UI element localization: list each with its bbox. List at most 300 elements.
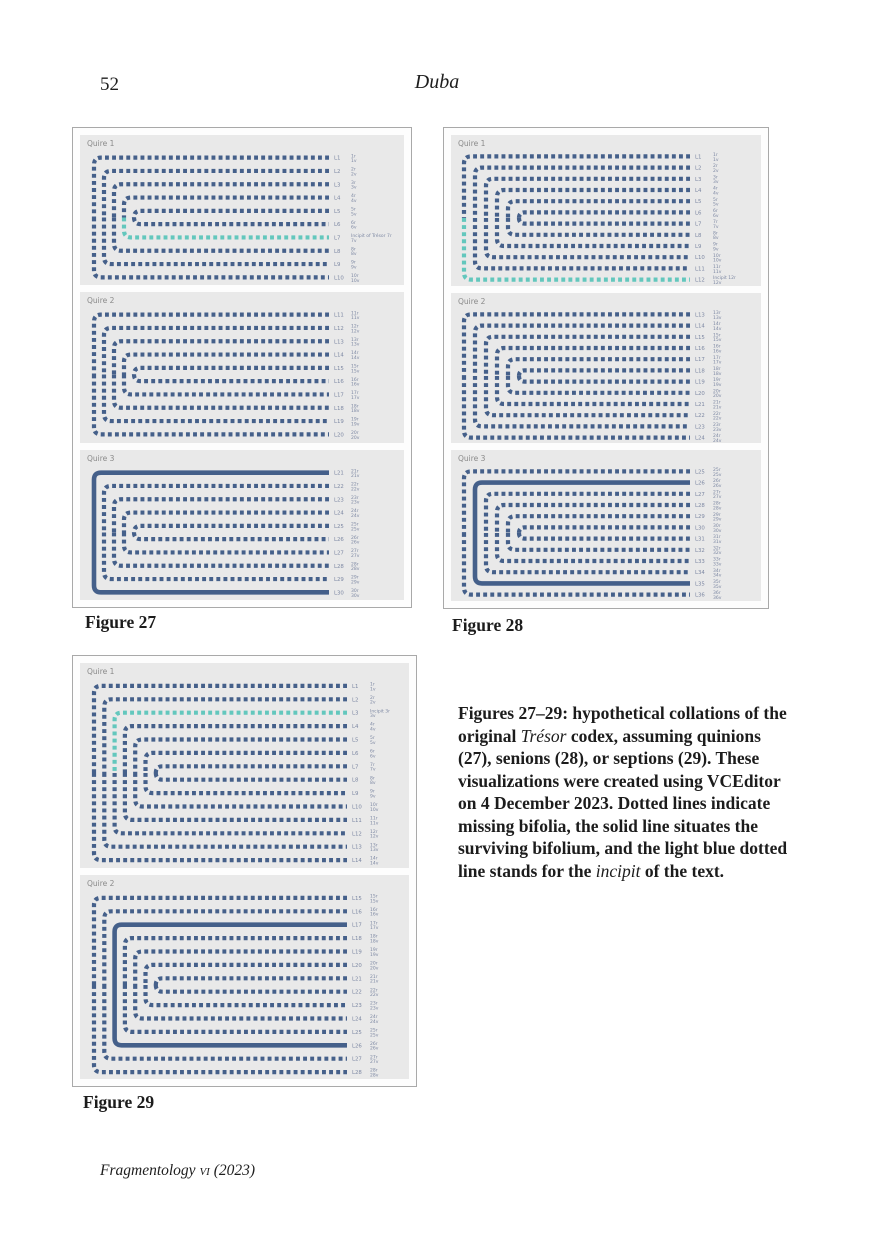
leaf-label: L32 xyxy=(695,548,705,555)
folio-recto-label: 3r xyxy=(351,180,356,186)
folio-verso-label: 29v xyxy=(351,580,360,586)
folio-verso-label: 1v xyxy=(351,159,357,165)
missing-leaf-line xyxy=(156,773,347,780)
folio-recto-label: 18r xyxy=(713,366,721,372)
missing-leaf-line xyxy=(519,212,690,218)
missing-leaf-line xyxy=(104,985,347,1059)
folio-verso-label: 13v xyxy=(713,315,722,321)
leaf-label: L16 xyxy=(352,908,362,915)
folio-recto-label: 18r xyxy=(370,934,378,940)
folio-verso-label: 23v xyxy=(351,500,360,506)
quire-diagram-svg xyxy=(451,149,761,286)
folio-recto-label: 23r xyxy=(351,495,359,501)
folio-recto-label: 1r xyxy=(351,154,356,160)
leaf-label: L18 xyxy=(695,368,705,375)
leaf-label: L27 xyxy=(352,1056,362,1063)
quire-panel xyxy=(80,292,404,442)
missing-leaf-line xyxy=(508,218,690,235)
missing-leaf-line xyxy=(519,376,690,382)
folio-verso-label: 21v xyxy=(713,405,722,411)
folio-verso-label: 27v xyxy=(351,553,360,559)
incipit-folio-label: Incipit of Trésor 7r xyxy=(351,234,392,240)
missing-leaf-line xyxy=(124,355,329,375)
folio-verso-label: 35v xyxy=(713,585,722,591)
folio-verso-label: 24v xyxy=(351,513,360,519)
folio-verso-label: 23v xyxy=(713,427,722,433)
folio-verso-label: 9v xyxy=(351,265,357,271)
folio-verso-label: 30v xyxy=(351,593,360,599)
missing-leaf-line xyxy=(156,985,347,992)
leaf-label: L34 xyxy=(695,570,705,577)
figure-28-caption: Figure 28 xyxy=(452,615,524,635)
quire-title: Quire 1 xyxy=(87,667,115,676)
folio-verso-label: 18v xyxy=(351,409,360,415)
leaf-label: L10 xyxy=(334,275,344,282)
folio-verso-label: 30v xyxy=(713,529,722,535)
folio-recto-label: 15r xyxy=(370,894,378,899)
missing-leaf-line xyxy=(134,526,329,533)
leaf-label: L8 xyxy=(352,777,359,784)
missing-leaf-line xyxy=(519,218,690,224)
folio-recto-label: 23r xyxy=(370,1001,378,1007)
folio-recto-label: 9r xyxy=(370,789,375,795)
quire-diagram-svg xyxy=(80,149,404,285)
leaf-label: L3 xyxy=(695,176,702,183)
folio-recto-label: 22r xyxy=(351,482,359,488)
quire-title: Quire 1 xyxy=(458,139,486,148)
folio-recto-label: 17r xyxy=(370,920,378,926)
missing-leaf-line xyxy=(146,985,348,1005)
leaf-label: L28 xyxy=(695,503,705,510)
missing-leaf-line xyxy=(134,368,329,375)
folio-recto-label: 21r xyxy=(713,400,721,406)
folio-verso-label: 8v xyxy=(713,236,719,242)
missing-leaf-line xyxy=(134,375,329,382)
quire-diagram-svg xyxy=(80,464,404,600)
folio-verso-label: 26v xyxy=(713,484,722,490)
surviving-bifolium-line xyxy=(115,985,347,1045)
folio-recto-label: 20r xyxy=(370,961,378,966)
folio-verso-label: 29v xyxy=(713,517,722,523)
missing-leaf-line xyxy=(508,201,690,218)
folio-verso-label: 9v xyxy=(370,794,376,800)
leaf-label: L11 xyxy=(695,266,705,273)
missing-leaf-line xyxy=(124,532,329,552)
folio-verso-label: 26v xyxy=(351,540,360,546)
folio-recto-label: 18r xyxy=(351,404,359,410)
folio-recto-label: 24r xyxy=(370,1014,378,1020)
folio-recto-label: 16r xyxy=(370,907,378,913)
missing-leaf-line xyxy=(104,171,329,218)
folio-verso-label: 4v xyxy=(351,198,357,204)
page-number: 52 xyxy=(100,74,119,95)
folio-verso-label: 2v xyxy=(713,169,719,174)
missing-leaf-line xyxy=(104,773,347,847)
journal-footer xyxy=(100,1162,255,1180)
folio-verso-label: 3v xyxy=(351,185,357,191)
surviving-bifolium-line xyxy=(94,472,329,532)
folio-recto-label: 2r xyxy=(351,167,356,173)
folio-verso-label: 27v xyxy=(370,1059,379,1065)
missing-leaf-line xyxy=(94,218,329,278)
folio-verso-label: 8v xyxy=(370,781,376,787)
leaf-label: L33 xyxy=(695,559,705,566)
folio-recto-label: 17r xyxy=(351,391,359,397)
folio-recto-label: 27r xyxy=(713,490,721,496)
caption-segment: codex, assuming quinions (27), senions (28), or septions (29). These visualizations were created using VCEditor on 4 December 2023. Dotted lines indicate missing bifolia, the solid line situates the surviving bifolium, and the light blue dotted line stands for the xyxy=(458,725,788,881)
folio-verso-label: 16v xyxy=(370,912,379,918)
folio-verso-label: 31v xyxy=(713,540,722,546)
quire-title: Quire 1 xyxy=(87,139,115,148)
folio-recto-label: 16r xyxy=(713,344,721,350)
folio-verso-label: 36v xyxy=(713,596,722,602)
folio-verso-label: 13v xyxy=(351,342,360,348)
leaf-label: L5 xyxy=(695,199,702,206)
leaf-label: L1 xyxy=(695,154,702,161)
folio-recto-label: 32r xyxy=(713,546,721,552)
leaf-label: L20 xyxy=(695,390,705,397)
footer-year: (2023) xyxy=(209,1162,256,1179)
folio-verso-label: 17v xyxy=(370,925,379,931)
leaf-label: L2 xyxy=(695,165,702,172)
caption-segment: incipit xyxy=(595,860,641,881)
missing-leaf-line xyxy=(134,211,329,218)
leaf-label: L14 xyxy=(695,323,705,330)
quire-panel xyxy=(80,663,409,868)
leaf-label: L22 xyxy=(695,412,705,419)
folio-recto-label: 6r xyxy=(370,749,375,755)
folio-recto-label: 14r xyxy=(370,856,378,862)
leaf-label: L13 xyxy=(334,339,344,346)
leaf-label: L13 xyxy=(352,844,362,851)
figures-caption-text xyxy=(458,702,792,882)
leaf-label: L19 xyxy=(334,419,344,426)
folio-recto-label: 36r xyxy=(713,591,721,597)
folio-verso-label: 5v xyxy=(351,212,357,218)
folio-recto-label: 9r xyxy=(713,242,718,248)
folio-verso-label: 7v xyxy=(370,767,376,773)
folio-recto-label: 28r xyxy=(351,562,359,568)
folio-verso-label: 32v xyxy=(713,551,722,557)
folio-verso-label: 20v xyxy=(713,393,722,399)
missing-leaf-line xyxy=(104,911,347,985)
folio-verso-label: 9v xyxy=(713,247,719,253)
quire-panel xyxy=(451,135,761,286)
folio-recto-label: 15r xyxy=(351,364,359,370)
leaf-label: L30 xyxy=(695,525,705,532)
folio-recto-label: 12r xyxy=(351,324,359,330)
leaf-label: L7 xyxy=(334,235,341,242)
missing-leaf-line xyxy=(134,218,329,225)
folio-recto-label: 28r xyxy=(713,501,721,507)
folio-verso-label: 19v xyxy=(351,422,360,428)
missing-leaf-line xyxy=(134,532,329,539)
folio-verso-label: 12v xyxy=(370,834,379,840)
folio-recto-label: 27r xyxy=(370,1054,378,1060)
quire-title: Quire 2 xyxy=(458,296,486,306)
leaf-label: L27 xyxy=(334,550,344,557)
folio-verso-label: 11v xyxy=(370,821,379,827)
folio-recto-label: 9r xyxy=(351,260,356,266)
missing-leaf-line xyxy=(104,699,347,773)
folio-verso-label: 22v xyxy=(351,487,360,493)
folio-verso-label: 17v xyxy=(713,360,722,366)
folio-recto-label: 23r xyxy=(713,422,721,428)
folio-recto-label: 35r xyxy=(713,580,721,586)
leaf-label: L11 xyxy=(352,817,362,824)
folio-recto-label: 15r xyxy=(713,333,721,339)
folio-recto-label: 6r xyxy=(351,220,356,226)
folio-recto-label: 22r xyxy=(713,411,721,417)
folio-verso-label: 11v xyxy=(713,269,722,275)
folio-verso-label: 28v xyxy=(351,566,360,572)
folio-recto-label: 8r xyxy=(351,247,356,253)
leaf-label: L23 xyxy=(352,1002,362,1009)
leaf-label: L20 xyxy=(334,432,344,439)
folio-recto-label: 22r xyxy=(370,987,378,993)
leaf-label: L6 xyxy=(334,222,341,229)
folio-recto-label: 19r xyxy=(370,947,378,953)
leaf-label: L24 xyxy=(334,510,344,517)
folio-verso-label: 18v xyxy=(370,939,379,944)
quire-diagram-svg xyxy=(80,677,409,868)
leaf-label: L7 xyxy=(352,764,359,771)
footer-journal-name: Fragmentology xyxy=(100,1162,200,1179)
folio-verso-label: 2v xyxy=(370,700,376,706)
folio-recto-label: 7r xyxy=(370,762,375,768)
folio-verso-label: 20v xyxy=(370,965,379,971)
folio-verso-label: 12v xyxy=(713,281,722,286)
folio-verso-label: 8v xyxy=(351,252,357,258)
folio-recto-label: 24r xyxy=(351,508,359,514)
folio-recto-label: 19r xyxy=(713,377,721,383)
folio-verso-label: 1v xyxy=(370,687,376,693)
folio-verso-label: 15v xyxy=(351,369,360,375)
folio-recto-label: 30r xyxy=(351,588,359,594)
folio-recto-label: 30r xyxy=(713,524,721,530)
folio-recto-label: 4r xyxy=(351,194,356,200)
leaf-label: L3 xyxy=(352,710,359,717)
folio-recto-label: 25r xyxy=(370,1028,378,1033)
leaf-label: L36 xyxy=(695,592,705,599)
leaf-label: L8 xyxy=(695,232,702,239)
folio-verso-label: 21v xyxy=(351,473,360,479)
folio-verso-label: 14v xyxy=(351,356,360,362)
missing-leaf-line xyxy=(125,985,347,1032)
folio-recto-label: 11r xyxy=(370,816,378,822)
folio-verso-label: 19v xyxy=(713,382,722,388)
surviving-bifolium-line xyxy=(115,924,347,984)
leaf-label: L25 xyxy=(352,1029,362,1036)
folio-recto-label: 33r xyxy=(713,557,721,563)
folio-verso-label: 6v xyxy=(370,754,376,760)
folio-verso-label: 7v xyxy=(713,225,719,230)
surviving-bifolium-line xyxy=(94,532,329,592)
folio-verso-label: 12v xyxy=(351,329,360,335)
folio-verso-label: 26v xyxy=(370,1046,379,1052)
folio-recto-label: 16r xyxy=(351,378,359,384)
leaf-label: L14 xyxy=(352,858,362,865)
folio-recto-label: 28r xyxy=(370,1068,378,1074)
folio-verso-label: 1v xyxy=(713,157,719,163)
quire-title: Quire 2 xyxy=(87,296,115,306)
folio-recto-label: 25r xyxy=(713,468,721,474)
folio-recto-label: 34r xyxy=(713,569,721,575)
folio-recto-label: 5r xyxy=(351,207,356,213)
leaf-label: L28 xyxy=(352,1069,362,1076)
missing-leaf-line xyxy=(508,533,690,550)
folio-verso-label: 10v xyxy=(370,807,379,813)
folio-recto-label: 4r xyxy=(370,722,375,728)
leaf-label: L26 xyxy=(352,1042,362,1049)
folio-verso-label: 34v xyxy=(713,573,722,579)
leaf-label: L26 xyxy=(334,536,344,543)
folio-recto-label: 6r xyxy=(713,209,718,214)
folio-verso-label: 13v xyxy=(370,848,379,854)
folio-verso-label: 23v xyxy=(370,1006,379,1011)
missing-leaf-line xyxy=(125,773,347,820)
missing-leaf-line xyxy=(104,328,329,375)
caption-segment: Trésor xyxy=(520,725,567,746)
caption-segment: of the text. xyxy=(640,860,725,881)
folio-recto-label: 5r xyxy=(370,736,375,742)
leaf-label: L13 xyxy=(695,312,705,319)
missing-leaf-line xyxy=(124,198,329,218)
folio-verso-label: 28v xyxy=(370,1073,379,1078)
leaf-label: L21 xyxy=(352,975,362,982)
leaf-label: L18 xyxy=(334,406,344,413)
leaf-label: L3 xyxy=(334,182,341,189)
leaf-label: L6 xyxy=(352,750,359,757)
leaf-label: L14 xyxy=(334,352,344,359)
folio-recto-label: 14r xyxy=(713,321,721,327)
running-head: Duba xyxy=(414,71,460,93)
folio-verso-label: 28v xyxy=(713,506,722,512)
folio-recto-label: 3r xyxy=(713,175,718,181)
folio-verso-label: 16v xyxy=(713,349,722,355)
leaf-label: L17 xyxy=(334,392,344,399)
folio-verso-label: 10v xyxy=(713,258,722,264)
folio-recto-label: 5r xyxy=(713,197,718,203)
leaf-label: L4 xyxy=(352,724,359,731)
missing-leaf-line xyxy=(156,766,347,773)
folio-recto-label: 26r xyxy=(713,479,721,485)
folio-verso-label: 14v xyxy=(713,326,722,332)
leaf-label: L17 xyxy=(352,922,362,929)
quire-panel xyxy=(451,450,761,601)
folio-recto-label: 29r xyxy=(713,513,721,519)
quire-title: Quire 3 xyxy=(87,453,115,463)
caption-segment: Figures 27–29: hypothetical collations of the original xyxy=(458,703,787,746)
folio-recto-label: 24r xyxy=(713,433,721,439)
missing-leaf-line xyxy=(508,359,690,376)
folio-verso-label: 7v xyxy=(351,238,357,244)
quire-diagram-svg xyxy=(80,889,409,1080)
folio-verso-label: 3v xyxy=(370,714,376,720)
leaf-label: L20 xyxy=(352,962,362,969)
missing-leaf-line xyxy=(519,528,690,534)
folio-recto-label: 13r xyxy=(351,338,359,344)
missing-leaf-line xyxy=(519,370,690,376)
folio-recto-label: 8r xyxy=(713,231,718,237)
leaf-label: L12 xyxy=(334,326,344,333)
folio-recto-label: 31r xyxy=(713,535,721,541)
folio-recto-label: 13r xyxy=(713,310,721,316)
leaf-label: L21 xyxy=(695,401,705,408)
folio-recto-label: 14r xyxy=(351,351,359,357)
folio-recto-label: 12r xyxy=(370,829,378,835)
quire-panel xyxy=(80,135,404,285)
footer-volume: vi xyxy=(199,1162,210,1179)
leaf-label: L24 xyxy=(695,435,705,442)
quire-diagram-svg xyxy=(451,464,761,601)
folio-verso-label: 18v xyxy=(713,371,722,377)
folio-verso-label: 4v xyxy=(370,727,376,733)
folio-verso-label: 4v xyxy=(713,191,719,197)
figure-29-caption: Figure 29 xyxy=(83,1092,155,1112)
leaf-label: L12 xyxy=(695,277,705,284)
quire-title: Quire 3 xyxy=(458,454,486,464)
leaf-label: L9 xyxy=(695,244,702,250)
folio-verso-label: 5v xyxy=(370,740,376,746)
folio-recto-label: 2r xyxy=(370,695,375,701)
missing-leaf-line xyxy=(94,375,329,435)
leaf-label: L1 xyxy=(334,155,341,162)
folio-recto-label: 25r xyxy=(351,522,359,528)
folio-recto-label: 7r xyxy=(713,220,718,226)
leaf-label: L5 xyxy=(352,737,359,744)
missing-leaf-line xyxy=(124,512,329,532)
folio-recto-label: 11r xyxy=(713,265,721,270)
leaf-label: L10 xyxy=(695,255,705,262)
leaf-label: L24 xyxy=(352,1016,362,1022)
folio-recto-label: 11r xyxy=(351,311,359,317)
leaf-label: L2 xyxy=(352,697,359,704)
missing-leaf-line xyxy=(115,773,347,833)
folio-recto-label: 8r xyxy=(370,776,375,782)
leaf-label: L12 xyxy=(352,831,362,838)
folio-recto-label: 4r xyxy=(713,186,718,192)
folio-verso-label: 16v xyxy=(351,382,360,388)
folio-verso-label: 25v xyxy=(713,473,722,479)
folio-recto-label: 21r xyxy=(370,974,378,980)
folio-verso-label: 15v xyxy=(370,898,379,904)
quire-panel xyxy=(451,293,761,444)
leaf-label: L2 xyxy=(334,168,341,175)
folio-recto-label: 27r xyxy=(351,548,359,554)
folio-verso-label: 24v xyxy=(370,1019,379,1025)
folio-recto-label: 21r xyxy=(351,468,359,474)
folio-recto-label: 29r xyxy=(351,575,359,581)
leaf-label: L5 xyxy=(334,208,341,215)
leaf-label: L30 xyxy=(334,590,344,597)
leaf-label: L15 xyxy=(334,366,344,373)
leaf-label: L25 xyxy=(695,469,705,476)
missing-leaf-line xyxy=(508,376,690,393)
leaf-label: L16 xyxy=(695,345,705,352)
folio-verso-label: 24v xyxy=(713,438,722,444)
folio-recto-label: 17r xyxy=(713,355,721,361)
folio-verso-label: 25v xyxy=(351,526,360,532)
folio-verso-label: 2v xyxy=(351,172,357,178)
folio-verso-label: 5v xyxy=(713,202,719,208)
missing-leaf-line xyxy=(146,964,348,984)
leaf-label: L10 xyxy=(352,804,362,811)
leaf-label: L22 xyxy=(352,989,362,996)
leaf-label: L4 xyxy=(334,195,341,202)
figure-28-collation-diagram xyxy=(443,127,769,609)
leaf-label: L26 xyxy=(695,480,705,487)
